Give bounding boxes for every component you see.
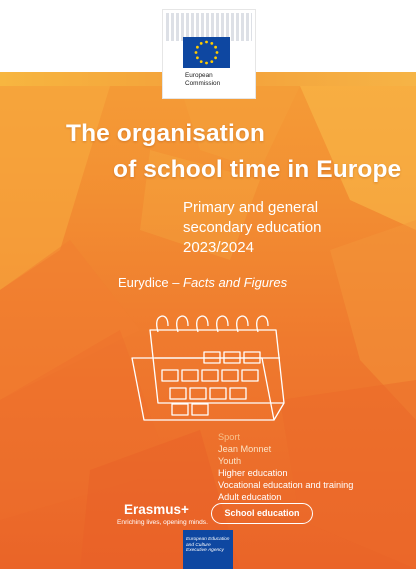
logo-line1: European: [185, 72, 213, 79]
sector-item: Jean Monnet: [218, 443, 272, 454]
logo-wordmark: [185, 72, 220, 87]
sector-item: Vocational education and training: [218, 479, 354, 490]
sector-item: Higher education: [218, 467, 288, 478]
series-label: [118, 275, 287, 290]
sector-item: Adult education: [218, 491, 282, 502]
eu-stars-icon: [183, 37, 230, 68]
calendar-icon: [128, 308, 288, 428]
series-name: Facts and Figures: [183, 275, 288, 290]
agency-line1: European Education: [186, 537, 230, 542]
series-prefix: Eurydice –: [118, 275, 180, 290]
title-line1: The organisation: [66, 120, 265, 147]
logo-line2: Commission: [185, 79, 221, 87]
subtitle-line1: Primary and general: [183, 199, 319, 216]
subtitle: [183, 198, 321, 258]
eu-flag-icon: [183, 37, 230, 68]
agency-name: [186, 537, 229, 554]
eacea-logo: [183, 530, 233, 569]
agency-line3: Executive Agency: [186, 548, 224, 553]
subtitle-line2: secondary education: [183, 219, 322, 236]
sector-item: Youth: [218, 455, 242, 466]
erasmus-tagline: Enriching lives, opening minds.: [117, 519, 208, 526]
erasmus-logo: Erasmus+: [124, 502, 189, 517]
sector-item: Sport: [218, 432, 240, 442]
sector-list: [218, 432, 353, 503]
title-line2: of school time in Europe: [113, 156, 402, 183]
subtitle-year: 2023/2024: [183, 239, 254, 256]
agency-line2: and Culture: [186, 542, 211, 548]
european-commission-logo: [163, 10, 255, 98]
school-education-badge: School education: [211, 503, 313, 524]
